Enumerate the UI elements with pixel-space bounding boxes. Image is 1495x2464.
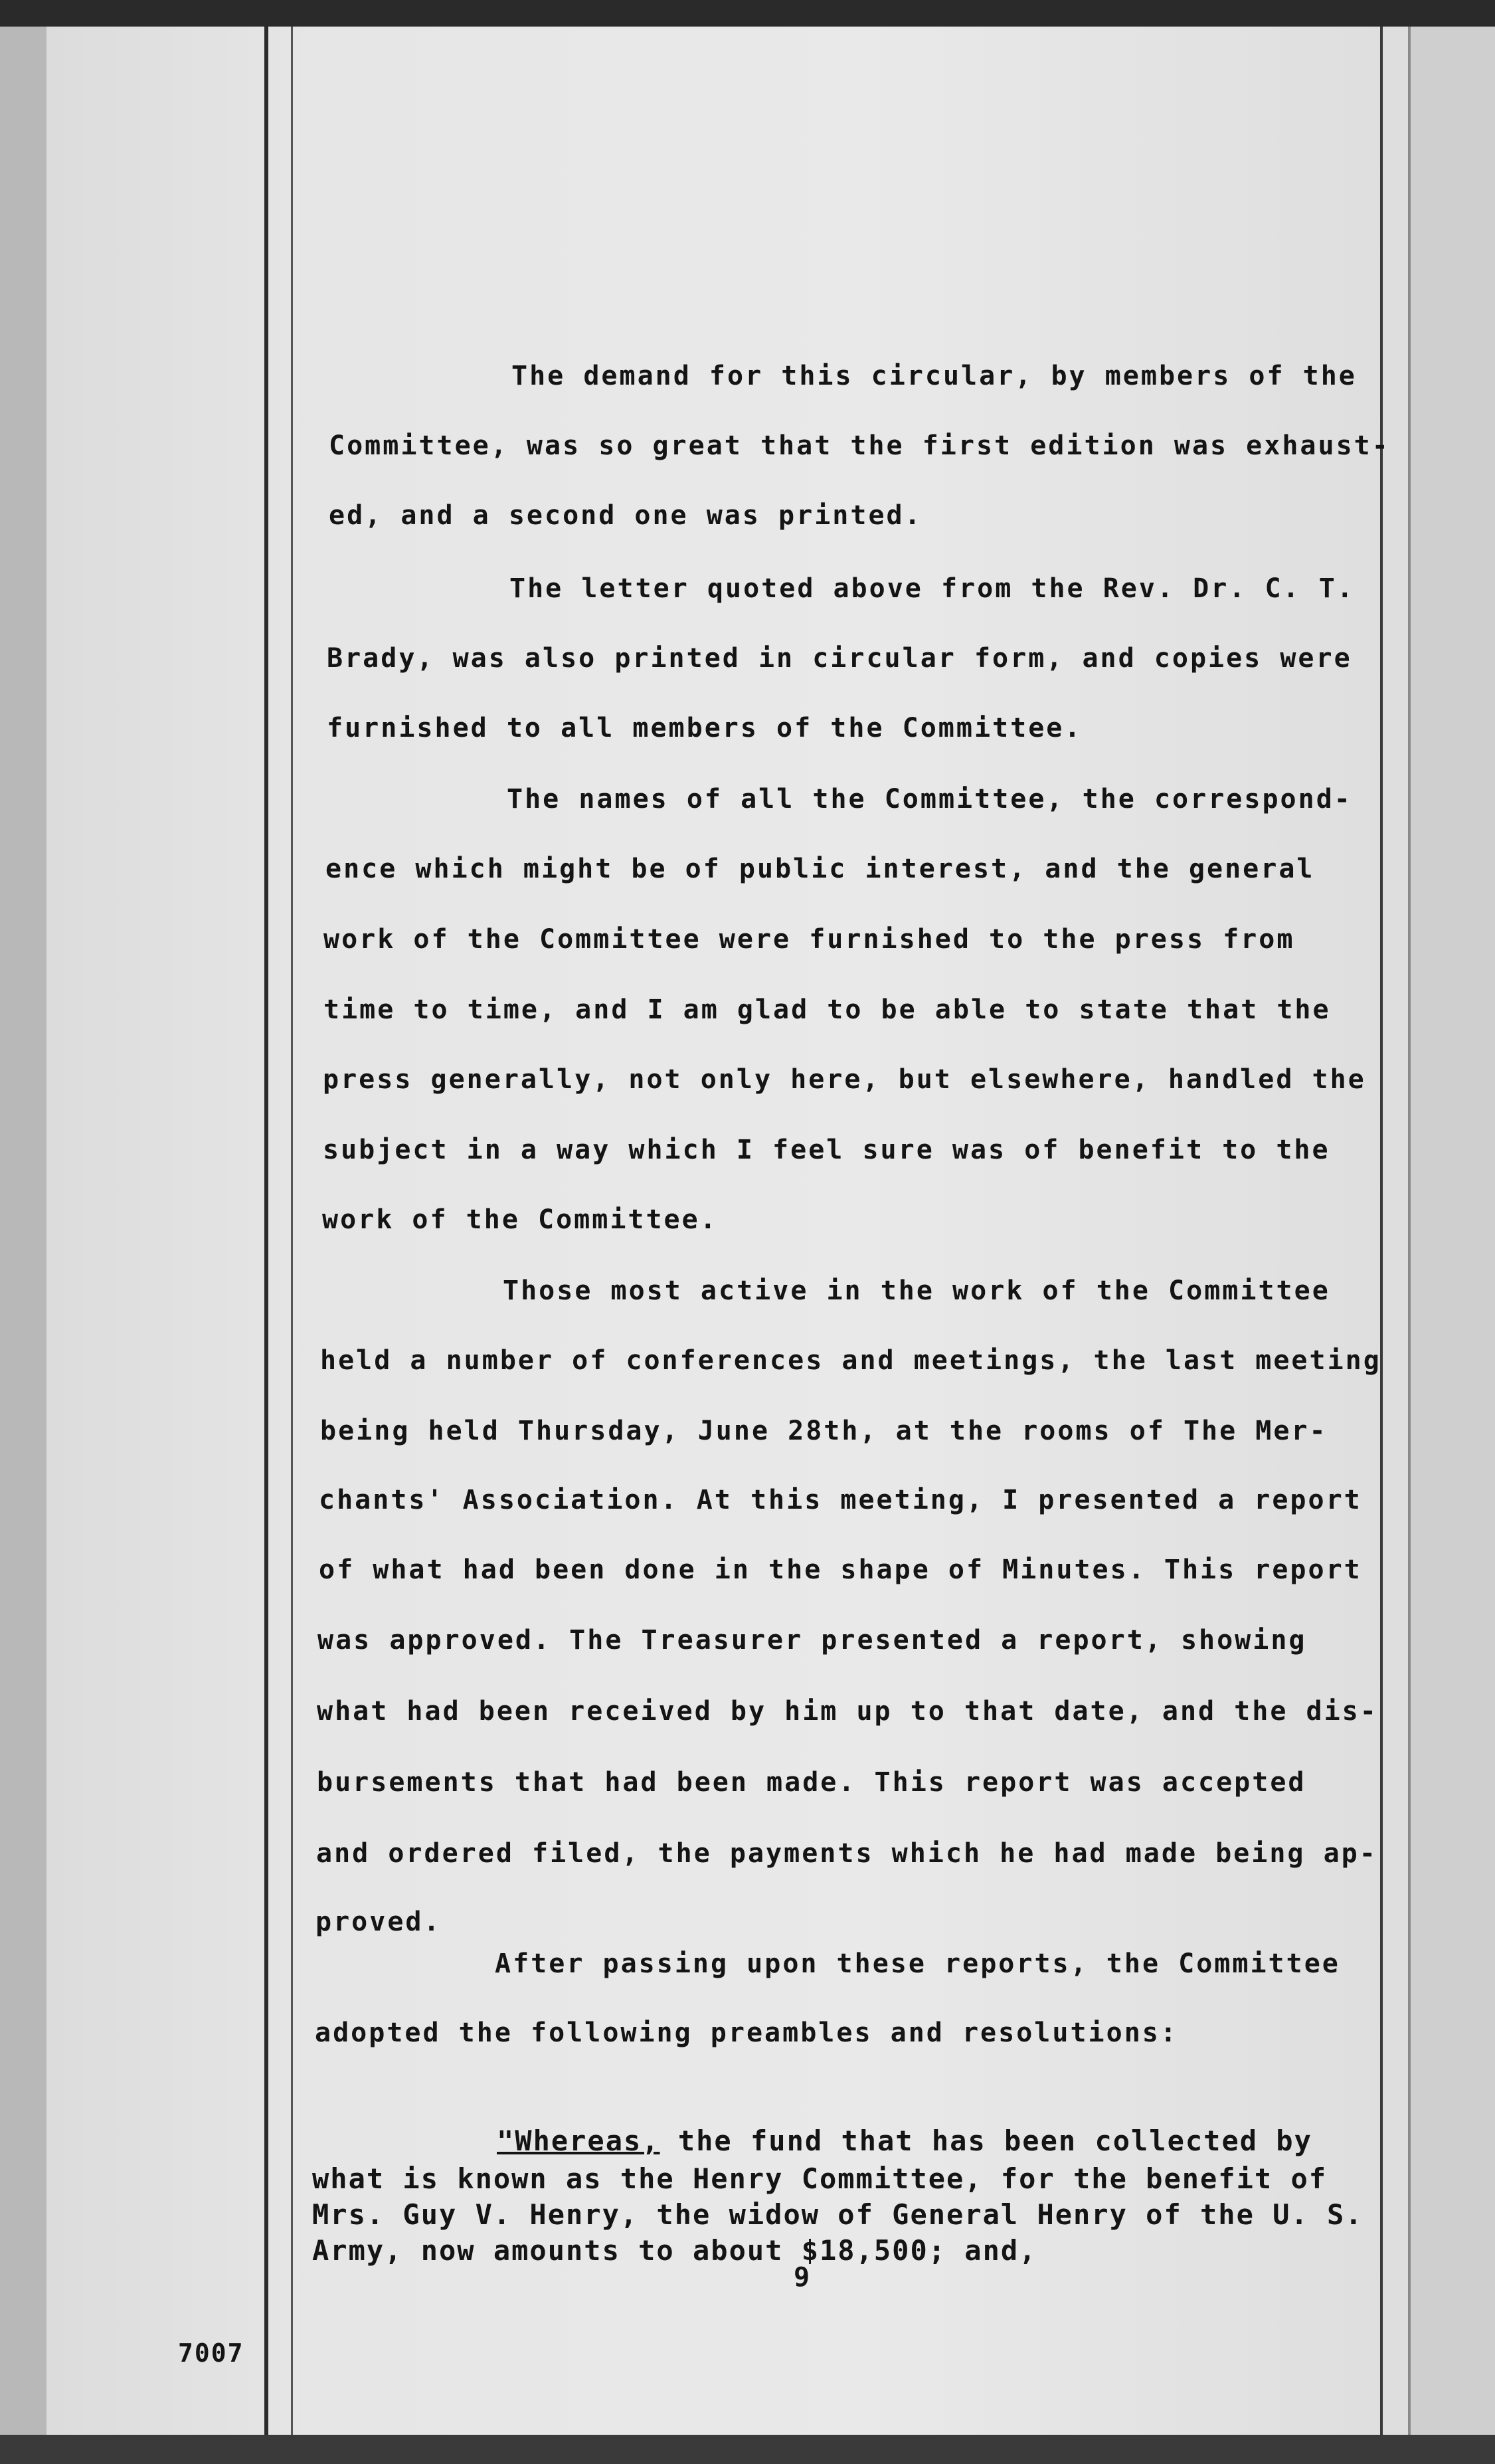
text-line: work of the Committee were furnished to the press from [323,924,1295,955]
text-line: Brady, was also printed in circular form, and copies were [327,643,1352,674]
quote-line: Mrs. Guy V. Henry, the widow of General Henry of the U. S. [312,2198,1363,2231]
text-line: proved. [315,1907,442,1937]
text-line: was approved. The Treasurer presented a report, showing [317,1625,1307,1656]
page-right-edge [1408,27,1495,2435]
text-line: press generally, not only here, but elsewhere, handled the [323,1064,1366,1095]
left-margin-rule-inner [291,27,293,2435]
text-line: adopted the following preambles and resolutions: [315,2018,1178,2048]
text-line: time to time, and I am glad to be able to state that the [323,995,1331,1025]
text-line: After passing upon these reports, the Committee [495,1948,1340,1979]
text-line: subject in a way which I feel sure was of benefit to the [323,1135,1330,1165]
text-line: The letter quoted above from the Rev. Dr. C. T. [509,573,1355,604]
text-line: held a number of conferences and meetings, the last meeting [320,1345,1381,1376]
text-line: of what had been done in the shape of Minutes. This report [319,1555,1362,1585]
text-line: bursements that had been made. This report was accepted [317,1767,1306,1798]
quote-line [497,2125,1312,2157]
film-left-margin [0,27,46,2435]
left-margin-rule [264,27,268,2435]
quote-line: Army, now amounts to about $18,500; and, [312,2234,1037,2267]
text-line: Those most active in the work of the Committee [503,1276,1330,1306]
text-line: what had been received by him up to that date, and the dis- [317,1696,1378,1727]
text-line: and ordered filed, the payments which he had made being ap- [316,1838,1377,1869]
text-line: The names of all the Committee, the correspond- [507,784,1352,814]
document-number: 7007 [178,2338,244,2368]
text-line: ed, and a second one was printed. [329,500,923,531]
quote-line: what is known as the Henry Committee, for the benefit of [312,2162,1328,2195]
text-line: furnished to all members of the Committee. [327,713,1083,743]
quote-first-line: the fund that has been collected by [660,2125,1312,2157]
text-line: ence which might be of public interest, and the general [325,854,1315,884]
film-bottom-border [0,2435,1495,2464]
text-line: being held Thursday, June 28th, at the rooms of The Mer- [320,1416,1328,1446]
text-line: Committee, was so great that the first edition was exhaust- [329,430,1390,461]
film-top-border [0,0,1495,27]
right-margin-rule [1380,27,1383,2435]
quote-lead-word: "Whereas, [497,2125,660,2157]
page-number: 9 [794,2262,810,2293]
text-line: The demand for this circular, by members of the [511,361,1357,391]
text-line: chants' Association. At this meeting, I presented a report [319,1485,1362,1515]
text-line: work of the Committee. [322,1204,718,1235]
